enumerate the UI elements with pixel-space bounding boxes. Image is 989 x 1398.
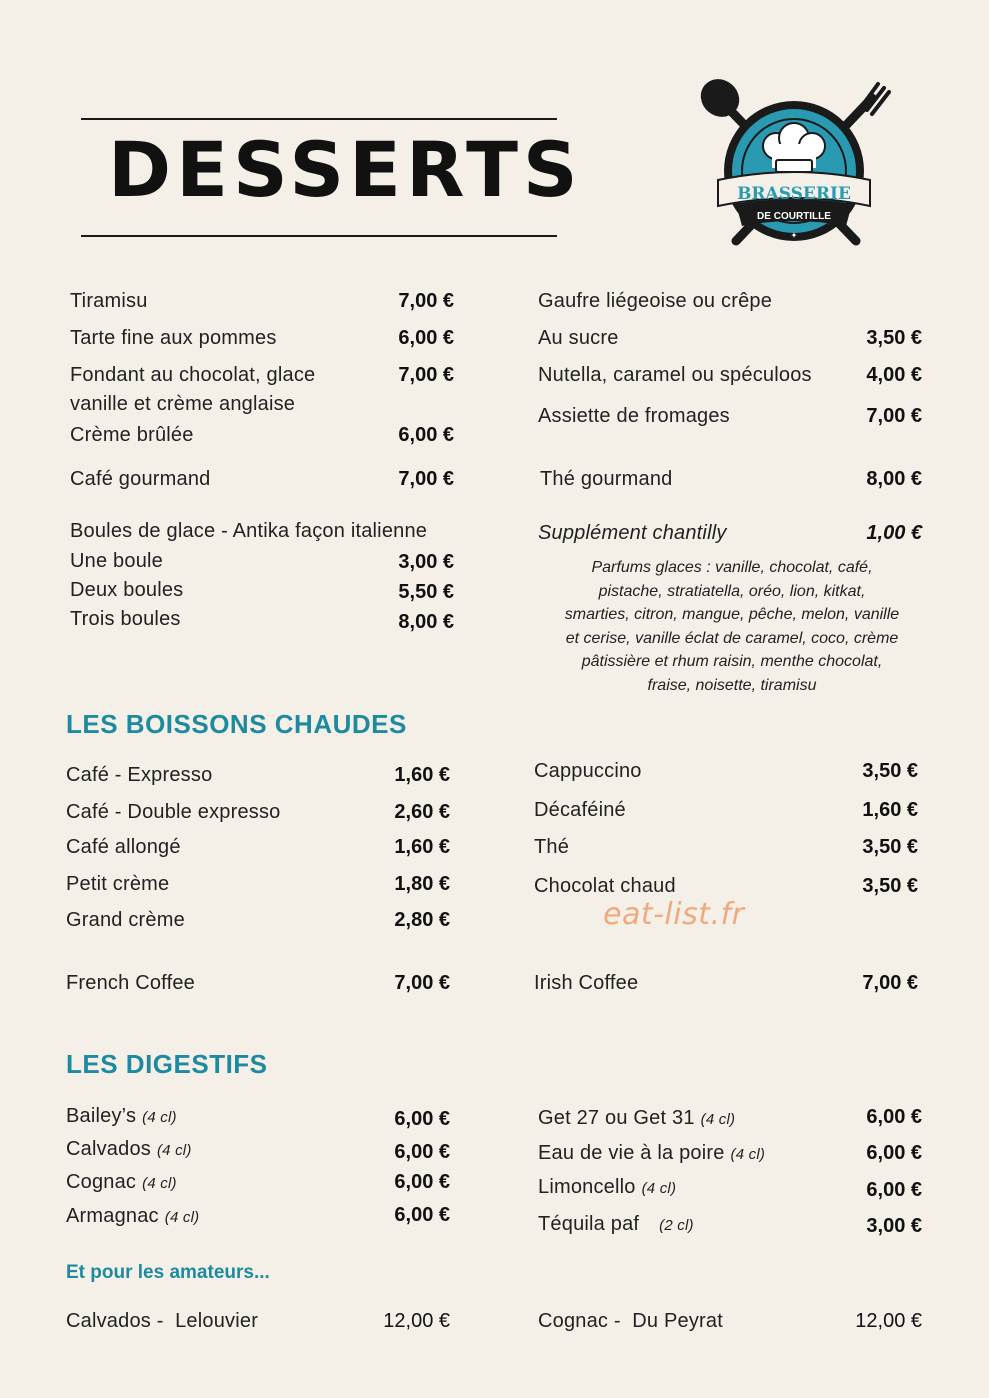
boisson-price: 3,50 € (862, 760, 918, 782)
section-heading-digestifs: LES DIGESTIFS (66, 1049, 268, 1079)
parfums-note: Parfums glaces : vanille, chocolat, café, pistache, stratiatella, oréo, lion, kitkat, smarties, citron, mangue, pêche, melon, vanille et cerise, vanille éclat de caramel, coco, crème pâtissière et rhum raisin, menthe chocolat, fraise, noisette, tiramisu (564, 559, 900, 694)
boisson-name: Café allongé (66, 836, 181, 858)
digestif-price: 6,00 € (394, 1108, 450, 1130)
dessert-price: 7,00 € (866, 405, 922, 427)
boisson-name: Cappuccino (534, 760, 642, 782)
page-title: DESSERTS (108, 125, 583, 214)
digestif-price: 3,00 € (866, 1215, 922, 1237)
dessert-price: 7,00 € (398, 364, 454, 386)
digestif-price: 6,00 € (866, 1179, 922, 1201)
boisson-price: 1,60 € (862, 799, 918, 821)
title-bottom-rule (81, 235, 557, 237)
digestif-price: 6,00 € (866, 1106, 922, 1128)
dessert-name: Nutella, caramel ou spéculoos (538, 364, 812, 386)
boisson-price: 2,60 € (394, 801, 450, 823)
digestif-name: Téquila paf (2 cl) (538, 1213, 694, 1235)
dessert-name: Café gourmand (70, 468, 211, 490)
svg-text:✦: ✦ (790, 231, 798, 240)
dessert-name: Crème brûlée (70, 424, 194, 446)
amateurs-heading: Et pour les amateurs... (66, 1262, 270, 1283)
boisson-name: Café - Double expresso (66, 801, 281, 823)
boisson-price: 1,60 € (394, 836, 450, 858)
logo-subtitle: DE COURTILLE (757, 211, 831, 222)
boisson-name: Café - Expresso (66, 764, 213, 786)
glace-price: 3,00 € (398, 551, 454, 573)
dessert-price: 7,00 € (398, 290, 454, 312)
amateur-name: Calvados - Lelouvier (66, 1310, 259, 1332)
glace-price: 8,00 € (398, 611, 454, 633)
boisson-name: Petit crème (66, 873, 170, 895)
amateur-price: 12,00 € (383, 1310, 450, 1332)
dessert-name: Tarte fine aux pommes (70, 327, 277, 349)
dessert-price: 4,00 € (866, 364, 922, 386)
supplement-price: 1,00 € (866, 522, 922, 544)
boisson-price: 1,60 € (394, 764, 450, 786)
supplement-name: Supplément chantilly (538, 522, 727, 544)
boisson-name: Décaféiné (534, 799, 626, 821)
title-top-rule (81, 118, 557, 120)
digestif-name: Bailey’s (4 cl) (66, 1105, 177, 1127)
glace-name: Une boule (70, 550, 163, 572)
digestif-name: Armagnac (4 cl) (66, 1205, 200, 1227)
boisson-name: Chocolat chaud (534, 875, 676, 897)
dessert-name-line2: vanille et crème anglaise (70, 393, 296, 415)
boisson-name: Irish Coffee (534, 972, 639, 994)
logo-name: BRASSERIE (737, 184, 851, 204)
dessert-name: Tiramisu (70, 290, 148, 312)
dessert-price: 6,00 € (398, 327, 454, 349)
dessert-price: 8,00 € (866, 468, 922, 490)
dessert-price: 6,00 € (398, 424, 454, 446)
boisson-price: 7,00 € (394, 972, 450, 994)
dessert-name: Fondant au chocolat, glace (70, 364, 316, 386)
digestif-price: 6,00 € (394, 1141, 450, 1163)
glace-name: Trois boules (70, 608, 181, 630)
digestif-price: 6,00 € (394, 1204, 450, 1226)
dessert-price: 7,00 € (398, 468, 454, 490)
amateur-price: 12,00 € (855, 1310, 922, 1332)
digestif-name: Get 27 ou Get 31 (4 cl) (538, 1107, 736, 1129)
boisson-name: Thé (534, 836, 570, 858)
digestif-name: Cognac (4 cl) (66, 1171, 177, 1193)
section-heading-boissons: LES BOISSONS CHAUDES (66, 709, 407, 739)
digestif-name: Limoncello (4 cl) (538, 1176, 677, 1198)
gaufre-heading: Gaufre liégeoise ou crêpe (538, 290, 773, 312)
boisson-price: 7,00 € (862, 972, 918, 994)
dessert-name: Thé gourmand (540, 468, 673, 490)
dessert-price: 3,50 € (866, 327, 922, 349)
glaces-heading: Boules de glace - Antika façon italienne (70, 520, 428, 542)
digestif-price: 6,00 € (866, 1142, 922, 1164)
digestif-name: Calvados (4 cl) (66, 1138, 192, 1160)
watermark: eat-list.fr (603, 897, 745, 932)
boisson-price: 3,50 € (862, 836, 918, 858)
brasserie-logo (696, 76, 892, 254)
glace-name: Deux boules (70, 579, 184, 601)
boisson-name: Grand crème (66, 909, 185, 931)
boisson-price: 1,80 € (394, 873, 450, 895)
dessert-name: Assiette de fromages (538, 405, 730, 427)
dessert-name: Au sucre (538, 327, 619, 349)
digestif-price: 6,00 € (394, 1171, 450, 1193)
glace-price: 5,50 € (398, 581, 454, 603)
boisson-price: 2,80 € (394, 909, 450, 931)
digestif-name: Eau de vie à la poire (4 cl) (538, 1142, 766, 1164)
amateur-name: Cognac - Du Peyrat (538, 1310, 723, 1332)
boisson-name: French Coffee (66, 972, 195, 994)
boisson-price: 3,50 € (862, 875, 918, 897)
